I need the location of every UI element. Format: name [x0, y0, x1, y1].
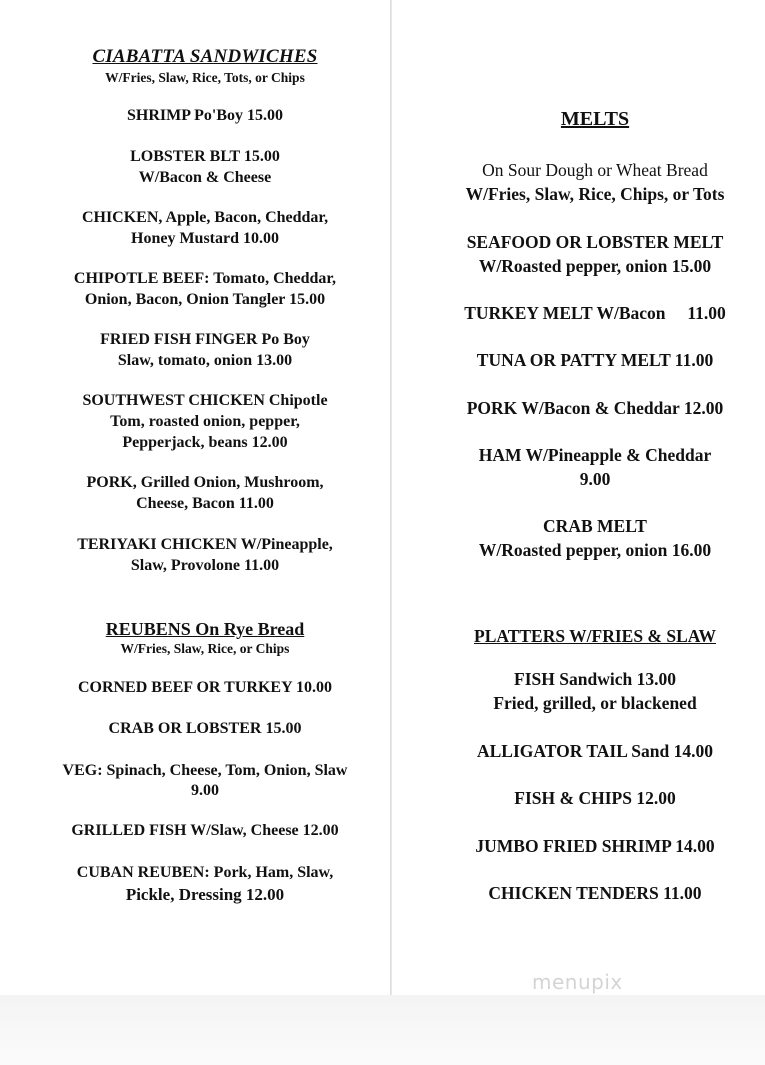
menu-item-line: CRAB OR LOBSTER 15.00 [108, 720, 302, 737]
menu-item-line: HAM W/Pineapple & Cheddar [478, 445, 712, 465]
menu-item-line: SEAFOOD OR LOBSTER MELT [466, 232, 724, 252]
menu-item-line: Pepperjack, beans 12.00 [122, 434, 288, 451]
melts-bread-note: On Sour Dough or Wheat Bread [482, 160, 708, 180]
menu-item-line: Onion, Bacon, Onion Tangler 15.00 [84, 291, 326, 308]
reubens-section-title: REUBENS On Rye Bread [105, 619, 305, 639]
menu-item-line: 9.00 [191, 782, 219, 799]
menu-item-line: SHRIMP Po'Boy 15.00 [126, 107, 283, 124]
ciabatta-section-subtitle: W/Fries, Slaw, Rice, Tots, or Chips [105, 70, 305, 85]
menu-item-line: CORNED BEEF OR TURKEY 10.00 [77, 679, 333, 696]
melts-section-title: MELTS [560, 108, 630, 130]
page-fold [390, 0, 392, 1005]
menu-item-line: ALLIGATOR TAIL Sand 14.00 [476, 741, 713, 761]
menu-item-line: CHICKEN TENDERS 11.00 [488, 883, 702, 903]
menu-item-line: TUNA OR PATTY MELT 11.00 [476, 350, 714, 370]
ciabatta-section-title: CIABATTA SANDWICHES [92, 46, 318, 67]
menu-item-line: FISH Sandwich 13.00 [514, 669, 676, 689]
menu-item-line: VEG: Spinach, Cheese, Tom, Onion, Slaw [62, 762, 348, 779]
menu-item-line: Fried, grilled, or blackened [493, 693, 697, 713]
menu-item-line: LOBSTER BLT 15.00 [130, 148, 280, 165]
menu-item-line: JUMBO FRIED SHRIMP 14.00 [475, 836, 715, 856]
melts-sides-note: W/Fries, Slaw, Rice, Chips, or Tots [465, 184, 725, 204]
menu-item-line: TURKEY MELT W/Bacon 11.00 [464, 303, 726, 323]
menu-item-line: W/Roasted pepper, onion 16.00 [478, 540, 712, 560]
right-menu-column [420, 0, 765, 1000]
menu-item-line: CHICKEN, Apple, Bacon, Cheddar, [81, 209, 329, 226]
menu-item-line: W/Roasted pepper, onion 15.00 [478, 256, 712, 276]
menu-item-line: Tom, roasted onion, pepper, [110, 413, 300, 430]
menupix-watermark: menupix [532, 970, 623, 994]
menu-item-line: Honey Mustard 10.00 [131, 230, 279, 247]
menu-item-line: CHIPOTLE BEEF: Tomato, Cheddar, [73, 270, 337, 287]
menu-item-line: FRIED FISH FINGER Po Boy [100, 331, 310, 348]
menu-item-line: Cheese, Bacon 11.00 [136, 495, 274, 512]
menu-item-line: 9.00 [579, 469, 611, 489]
menu-item-line: CUBAN REUBEN: Pork, Ham, Slaw, [76, 864, 334, 881]
menu-item-line: TERIYAKI CHICKEN W/Pineapple, [77, 536, 333, 553]
menu-item-line: GRILLED FISH W/Slaw, Cheese 12.00 [71, 822, 339, 839]
menu-item-line: SOUTHWEST CHICKEN Chipotle [82, 392, 328, 409]
menu-item-line: FISH & CHIPS 12.00 [514, 788, 676, 808]
scan-bottom-edge [0, 995, 765, 1065]
left-menu-column [20, 0, 390, 1000]
menu-item-line: PORK W/Bacon & Cheddar 12.00 [466, 398, 724, 418]
menu-item-line: PORK, Grilled Onion, Mushroom, [86, 474, 324, 491]
platters-section-title: PLATTERS W/FRIES & SLAW [474, 626, 716, 646]
menu-item-line: Slaw, Provolone 11.00 [130, 557, 280, 574]
menu-item-line: Slaw, tomato, onion 13.00 [117, 352, 293, 369]
menu-item-line: Pickle, Dressing 12.00 [125, 885, 285, 904]
menu-item-line: CRAB MELT [543, 516, 647, 536]
reubens-section-subtitle: W/Fries, Slaw, Rice, or Chips [120, 641, 290, 656]
menu-item-line: W/Bacon & Cheese [138, 169, 272, 186]
